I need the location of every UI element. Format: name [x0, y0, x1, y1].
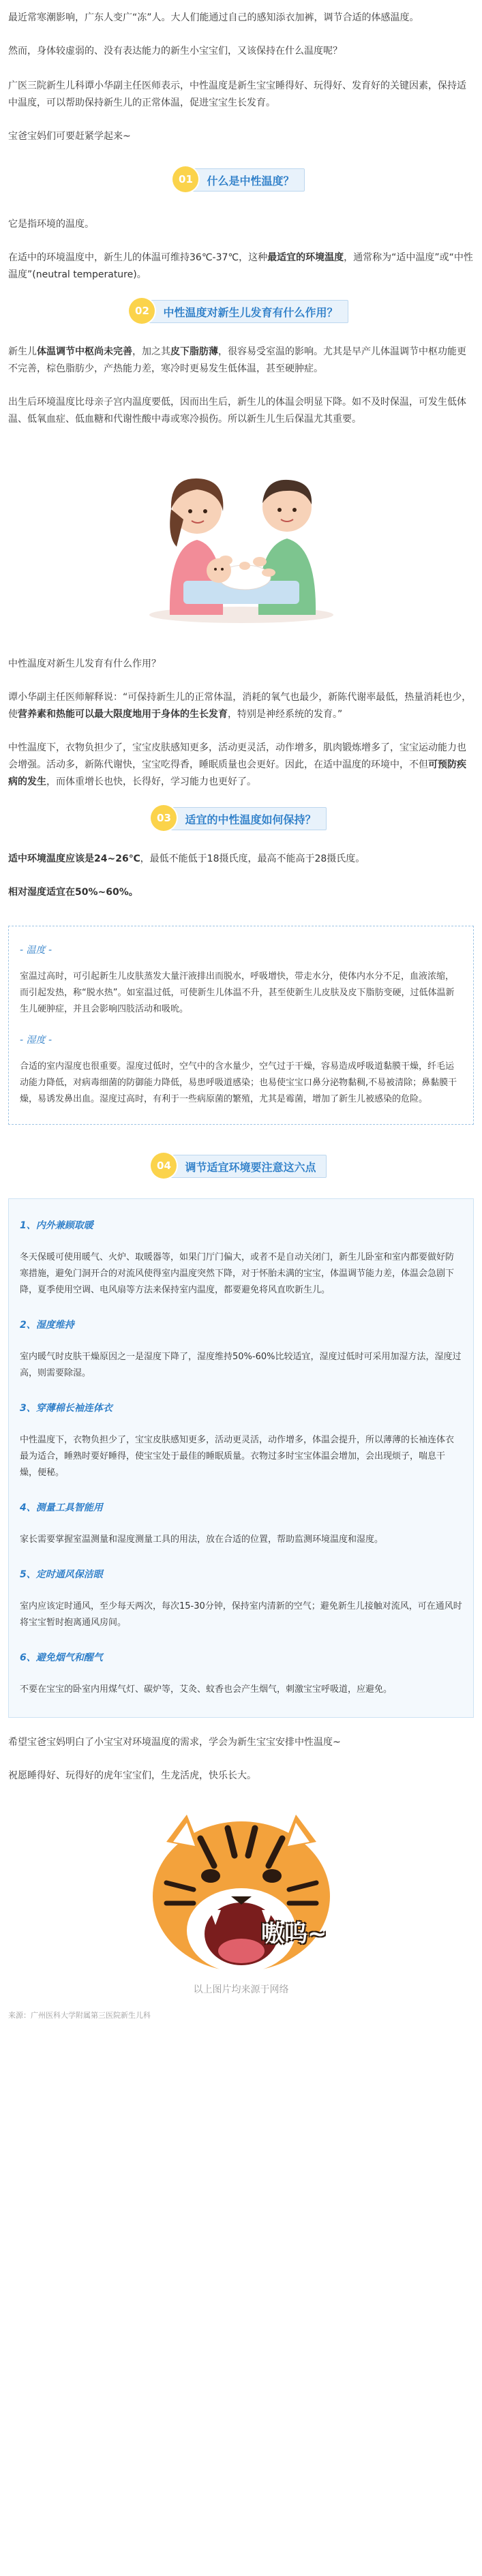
highlight-text: 营养素和热能可以最大限度地用于身体的生长发育	[18, 709, 228, 720]
tip-body: 家长需要掌握室温测量和湿度测量工具的用法，放在合适的位置，帮助监测环境温度和湿度。	[20, 1534, 384, 1545]
text-run: ，加之其	[132, 346, 170, 357]
body-paragraph	[8, 851, 474, 868]
body-paragraph: 它是指环境的温度。	[8, 219, 94, 230]
body-paragraph	[8, 740, 474, 791]
temperature-humidity-box	[8, 926, 474, 1125]
body-paragraph: 出生后环境温度比母亲子宫内温度要低，因而出生后，新生儿的体温会明显下降。如不及时保温，可发生低体温、低氧血症、低血糖和代谢性酸中毒或寒冷损伤。所以新生儿生后保温尤其重要。	[8, 397, 466, 425]
tip-title: 3、穿薄棉长袖连体衣	[20, 1403, 112, 1414]
body-paragraph	[8, 249, 474, 284]
source-note: 来源：广州医科大学附属第三医院新生儿科	[8, 2011, 151, 2020]
section-heading	[8, 807, 474, 830]
intro-paragraph: 广医三院新生儿科谭小华副主任医师表示，中性温度是新生宝宝睡得好、玩得好、发育好的关键因素，保持适中温度，可以帮助保持新生儿的正常体温，促进宝宝生长发育。	[8, 80, 466, 108]
highlight-text: 体温调节中枢尚未完善	[37, 346, 132, 357]
section-title: 调节适宜环境要注意这六点	[185, 1160, 316, 1174]
body-paragraph	[8, 344, 474, 378]
tips-box	[8, 1198, 474, 1718]
section-title-pill	[155, 807, 326, 830]
box-subtitle-temperature: - 温度 -	[20, 945, 52, 956]
section-title-pill	[134, 300, 348, 323]
box-paragraph: 合适的室内湿度也很重要。湿度过低时，空气中的含水量少，空气过于干燥，容易造成呼吸道黏膜干燥，纤毛运动能力降低，对病毒细菌的防御能力降低，易患呼吸道感染；也易使宝宝口鼻分泌物黏稠,不易被清除；鼻黏膜干燥，易诱发鼻出血。湿度过高时，有利于一些病原菌的繁殖，尤其是霉菌，增加了新生儿被感染的危险。	[20, 1061, 457, 1104]
box-paragraph: 室温过高时，可引起新生儿皮肤蒸发大量汗液排出而脱水，呼吸增快，带走水分，使体内水分不足，血液浓缩，而引起发热，称“脱水热”。如室温过低，可使新生儿体温不升，甚至使新生儿皮肤及皮下脂肪变硬，过低体温新生儿硬肿症，并且会影响四肢活动和吸吮。	[20, 971, 455, 1014]
section-number-badge: 02	[129, 298, 155, 324]
highlight-text: 适中环境温度应该是24~26℃	[8, 853, 140, 864]
parents-baby-illustration	[142, 444, 340, 628]
intro-paragraph: 宝爸宝妈们可要赶紧学起来~	[8, 131, 131, 142]
tip-title: 2、湿度维持	[20, 1320, 74, 1331]
section-title: 什么是中性温度？	[207, 174, 295, 187]
text-run: 在适中的环境温度中，新生儿的体温可维持36℃-37℃，这种	[8, 252, 268, 263]
body-paragraph: 中性温度对新生儿发育有什么作用？	[8, 658, 161, 669]
tip-title: 4、测量工具智能用	[20, 1502, 103, 1513]
tip-body: 冬天保暖可使用暖气、火炉、取暖器等，如果门厅门偏大，或者不是自动关闭门，新生儿卧室和室内都要做好防寒措施，避免门洞开合的对流风使得室内温度突然下降，对于怀胎未满的宝宝，体温调节能力差，体温会急剧下降，夏季使用空调、电风扇等方法来保持室内温度，都要避免将风直吹新生儿。	[20, 1252, 455, 1295]
tip-title: 1、内外兼顾取暖	[20, 1220, 93, 1231]
text-run: ，很容易受室温的影响。尤其是早产儿体温调节中枢功能更不完善，棕色脂肪少，产热能力差，寒冷时更易发生低体温，甚至硬肿症。	[8, 346, 466, 374]
tip-title: 5、定时通风保洁眼	[20, 1569, 103, 1580]
tip-body: 室内暖气时皮肤干燥原因之一是湿度下降了，湿度维持50%-60%比较适宜，湿度过低时可采用加湿方法，湿度过高，则需要除湿。	[20, 1352, 462, 1378]
tip-body: 室内应该定时通风，至少每天两次，每次15-30分钟，保持室内清新的空气；避免新生儿接触对流风，可在通风时将宝宝暂时抱离通风房间。	[20, 1601, 462, 1628]
outro-paragraph: 希望宝爸宝妈明白了小宝宝对环境温度的需求，学会为新生宝宝安排中性温度~	[8, 1737, 341, 1748]
text-run: ，特别是神经系统的发育。”	[228, 709, 343, 720]
meme-text: 嗷呜~	[261, 1920, 327, 1948]
tip-body: 不要在宝宝的卧室内用煤气灯、碳炉等，艾灸、蚊香也会产生烟气，刺激宝宝呼吸道，应避免。	[20, 1684, 393, 1695]
text-run: 谭小华副主任医师解释说：“可保持新生儿的正常体温，消耗的氧气也最少，新陈代谢率最低，热量消耗也少，使	[8, 692, 472, 720]
section-heading	[8, 1155, 474, 1178]
outro-paragraph: 祝愿睡得好、玩得好的虎年宝宝们，生龙活虎，快乐长大。	[8, 1770, 256, 1781]
image-caption: 以上图片均来源于网络	[193, 1984, 289, 1995]
highlight-text: 最适宜的环境温度	[267, 252, 344, 263]
section-number-badge: 03	[151, 805, 177, 831]
body-paragraph: 相对湿度适宜在50%~60%。	[8, 887, 138, 898]
tiger-meme	[125, 1801, 357, 1978]
section-heading	[8, 300, 474, 323]
text-run: ，而体重增长也快，长得好，学习能力也更好了。	[46, 776, 256, 787]
text-run: ，通常称为“适中温度”或“中性温度”(neutral temperature)。	[8, 252, 473, 280]
section-title: 中性温度对新生儿发育有什么作用？	[163, 305, 338, 319]
section-title-pill	[177, 168, 304, 192]
quote-paragraph	[8, 689, 474, 723]
tiger-image	[125, 1801, 357, 1978]
section-title-pill	[155, 1155, 326, 1178]
section-heading	[8, 168, 474, 192]
intro-paragraph: 然而，身体较虚弱的、没有表达能力的新生小宝宝们，又该保持在什么温度呢？	[8, 46, 342, 57]
section-number-badge: 04	[151, 1153, 177, 1179]
highlight-text: 皮下脂肪薄	[170, 346, 218, 357]
text-run: ，最低不能低于18摄氏度，最高不能高于28摄氏度。	[140, 853, 365, 864]
section-title: 适宜的中性温度如何保持？	[185, 813, 316, 826]
intro-paragraph: 最近常寒潮影响，广东人变广“冻”人。大人们能通过自己的感知添衣加裤，调节合适的体感温度。	[8, 12, 419, 23]
section-number-badge: 01	[172, 166, 198, 192]
tip-title: 6、避免烟气和醒气	[20, 1652, 103, 1663]
highlight-text: 可预防疾病的发生	[8, 759, 466, 787]
text-run: 中性温度下，衣物负担少了，宝宝皮肤感知更多，活动更灵活，动作增多，肌肉锻炼增多了，宝宝运动能力也会增强。活动多，新陈代谢快，宝宝吃得香，睡眠质量也会更好。因此，在适中温度的环境中，不但	[8, 742, 466, 770]
text-run: 新生儿	[8, 346, 37, 357]
box-subtitle-humidity: - 湿度 -	[20, 1035, 52, 1046]
tip-body: 中性温度下，衣物负担少了，宝宝皮肤感知更多，活动更灵活，动作增多，体温会提升，所以薄薄的长袖连体衣最为适合，睡熟时要好睡得，使宝宝处于最佳的睡眠质量。衣物过多时宝宝体温会增加，会出现烦子，喘息干燥，便秘。	[20, 1435, 455, 1478]
